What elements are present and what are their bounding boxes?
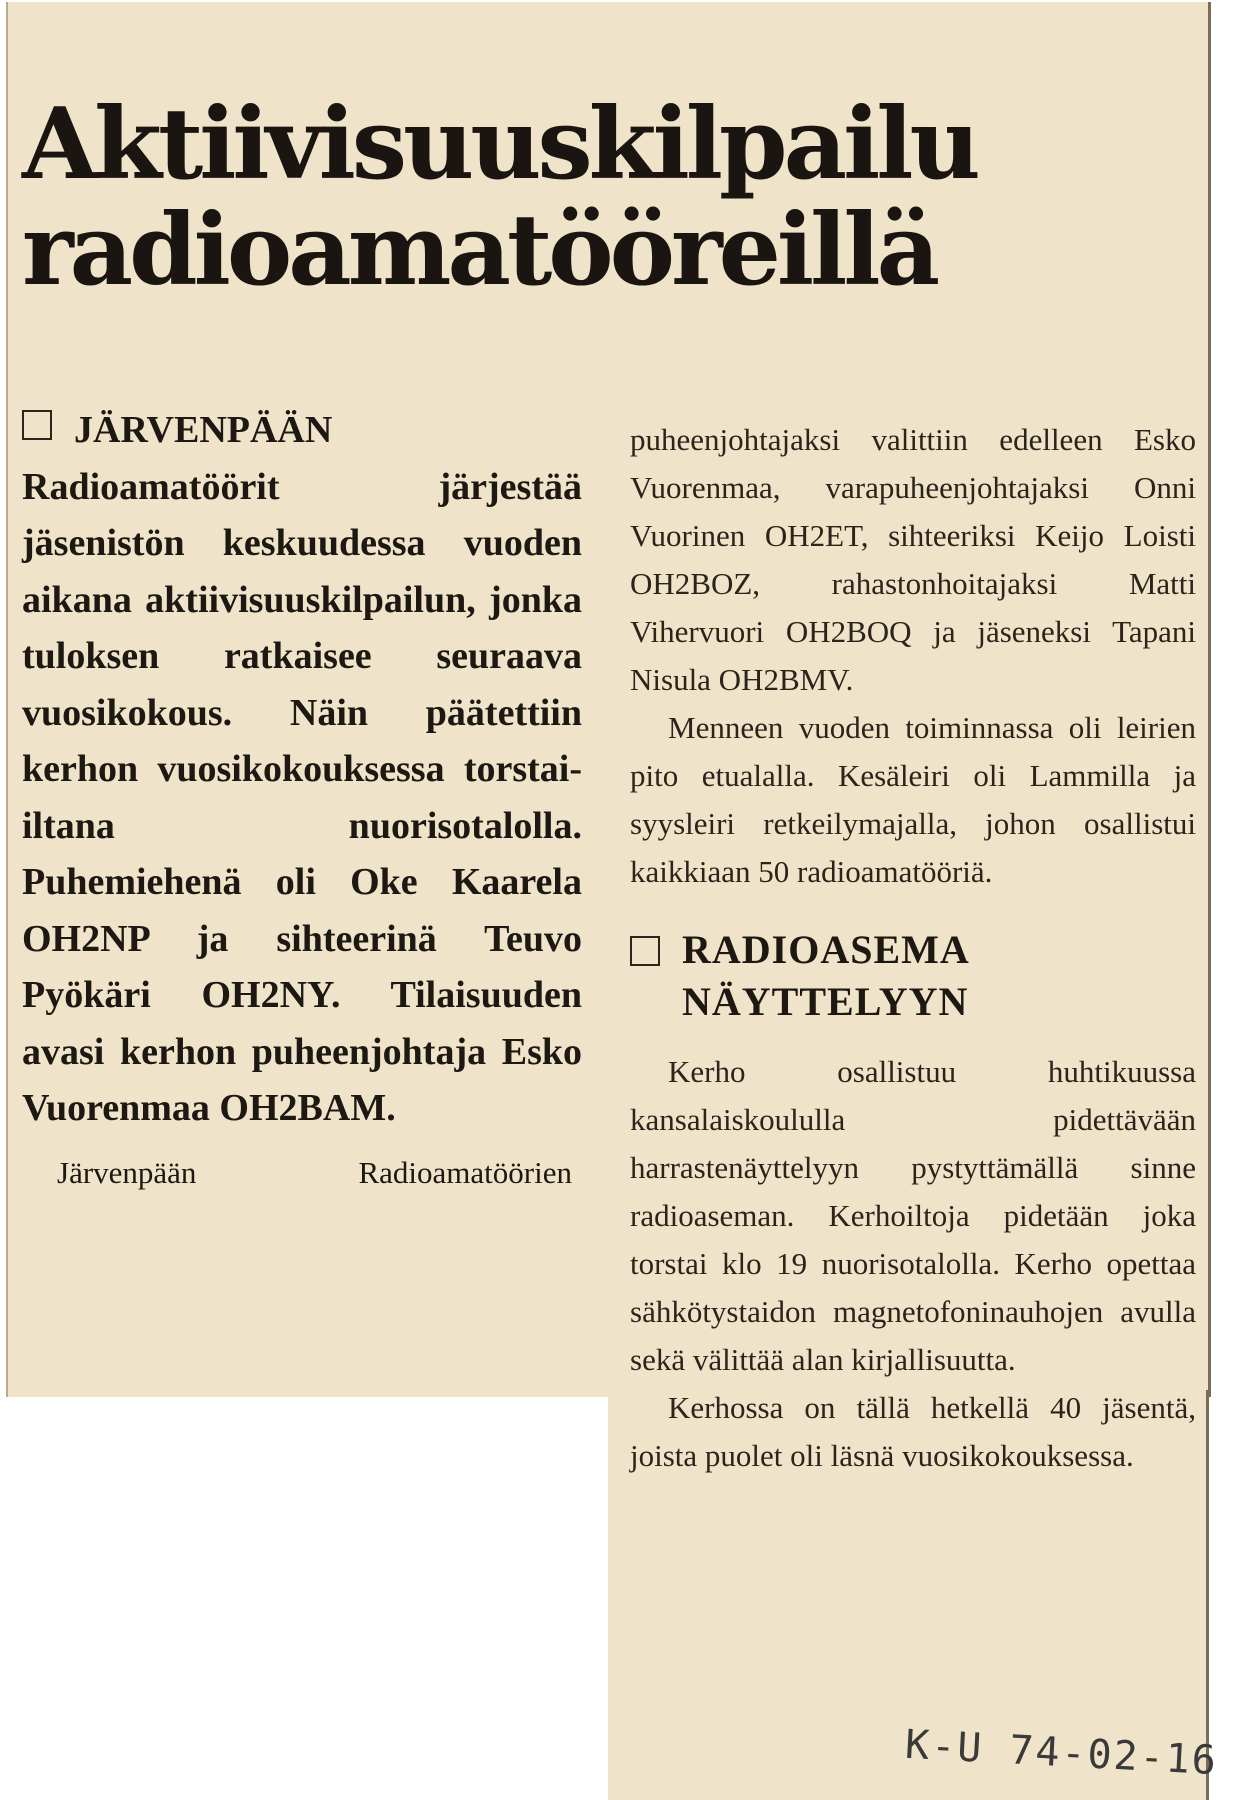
- headline: [22, 87, 1142, 308]
- square-bullet-icon: [22, 410, 52, 440]
- right-paragraph-3: Kerho osallistuu huhtikuussa kansalaiskoululla pidettävään harrastenäyttelyyn pystyttämällä sinne radioaseman. Kerhoiltoja pidetään joka torstai klo 19 nuorisotalolla. Kerho opettaa sähkötystaidon magnetofoninauhojen avulla sekä välittää alan kirjallisuutta.: [630, 1054, 1196, 1377]
- subheading: RADIOASEMA NÄYTTELYYN: [630, 924, 1196, 1028]
- headline-line-1: Aktiivisuuskilpailu: [22, 87, 977, 202]
- handwritten-date-note: K-U 74-02-16: [904, 1721, 1219, 1785]
- left-paragraph: JÄRVENPÄÄN Radioamatöörit järjestää jäsenistön keskuudessa vuoden aikana aktiivisuuskilpailun, jonka tuloksen ratkaisee seuraava vuosikokous. Näin päätettiin kerhon vuosikokouksessa torstai-iltana nuorisotalolla. Puhemiehenä oli Oke Kaarela OH2NP ja sihteerinä Teuvo Pyökäri OH2NY. Tilaisuuden avasi kerhon puheenjohtaja Esko Vuorenmaa OH2BAM.: [22, 409, 582, 1129]
- square-bullet-icon: [630, 936, 660, 966]
- right-paragraph-1: puheenjohtajaksi valittiin edelleen Esko Vuorenmaa, varapuheenjohtajaksi Onni Vuorinen OH2ET, sihteeriksi Keijo Loisti OH2BOZ, rahastonhoitajaksi Matti Vihervuori OH2BOQ ja jäseneksi Tapani Nisula OH2BMV.: [630, 422, 1196, 697]
- headline-line-2: radioamatööreillä: [22, 193, 937, 308]
- right-paragraph-2: Menneen vuoden toiminnassa oli leirien pito etualalla. Kesäleiri oli Lammilla ja syysleiri retkeilymajalla, johon osallistui kaikkiaan 50 radioamatööriä.: [630, 710, 1196, 889]
- left-column: [22, 402, 582, 1201]
- left-column-closing-line: Järvenpään Radioamatöörien: [57, 1154, 572, 1190]
- right-paragraph-4: Kerhossa on tällä hetkellä 40 jäsentä, joista puolet oli läsnä vuosikokouksessa.: [630, 1390, 1196, 1473]
- right-column: [630, 416, 1196, 1480]
